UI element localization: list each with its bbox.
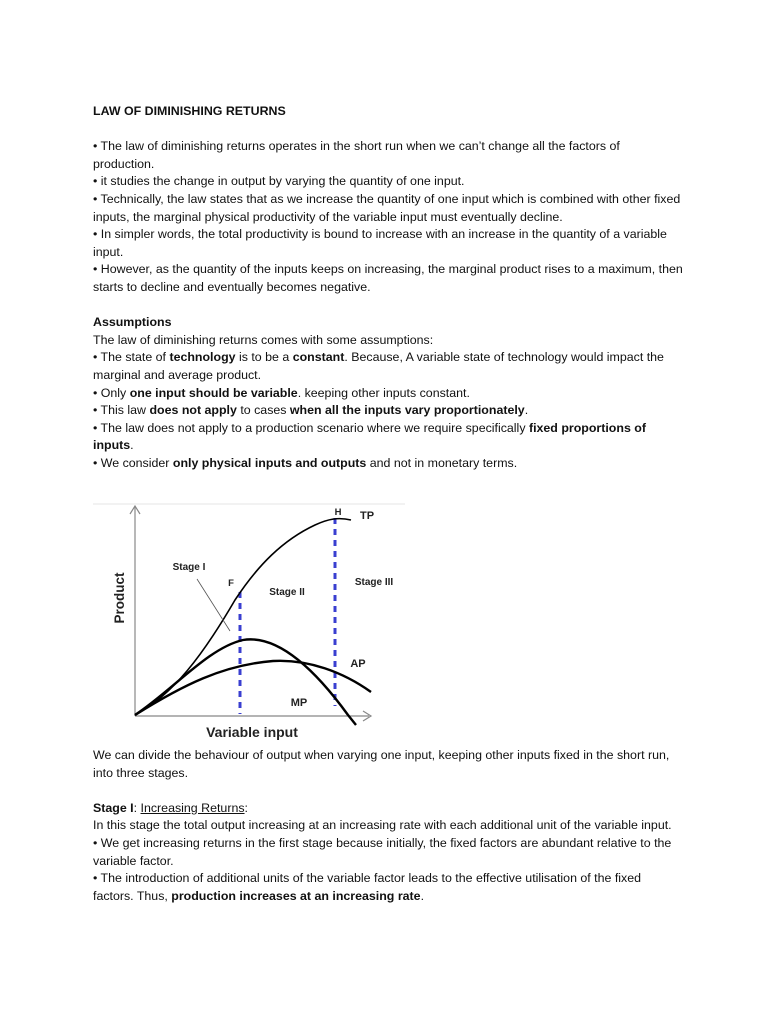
stage-i-pointer (197, 579, 230, 631)
stages-intro: We can divide the behaviour of output when varying one input, keeping other inputs fixed in the short run, into three stages. (93, 748, 670, 780)
production-stages-graph (93, 500, 405, 745)
assumption-fixed-proportions: • The law does not apply to a production scenario where we require specifically fixed proportions of inputs. (93, 420, 646, 453)
tp-curve (135, 519, 351, 715)
assumptions-heading: Assumptions (93, 315, 172, 330)
stage-i-description: In this stage the total output increasing at an increasing rate with each additional unit of the variable input. (93, 818, 672, 833)
document-title: LAW OF DIMINISHING RETURNS (93, 104, 286, 118)
ap-label: AP (350, 658, 366, 670)
intro-bullet-3: • Technically, the law states that as we increase the quantity of one input which is combined with other fixed inputs, the marginal physical productivity of the variable input must eventually decline. (93, 191, 681, 224)
point-h-label: H (334, 507, 342, 518)
x-axis-label: Variable input (206, 724, 298, 740)
section-stages (93, 747, 683, 905)
section-law (93, 103, 683, 472)
assumptions-lead: The law of diminishing returns comes with some assumptions: (93, 332, 434, 347)
assumption-physical: • We consider only physical inputs and outputs and not in monetary terms. (93, 455, 518, 470)
stage-ii-label: Stage II (269, 587, 305, 598)
point-f-label: F (228, 578, 234, 589)
intro-bullet-1: • The law of diminishing returns operates in the short run when we can’t change all the factors of production. (93, 139, 620, 171)
assumption-one-input: • Only one input should be variable. keeping other inputs constant. (93, 385, 470, 400)
mp-curve (135, 639, 356, 725)
tp-label: TP (359, 510, 375, 522)
intro-bullet-2: • it studies the change in output by varying the quantity of one input. (93, 174, 465, 189)
mp-label: MP (290, 697, 308, 709)
intro-bullet-5: • However, as the quantity of the inputs keeps on increasing, the marginal product rises to a maximum, then starts to decline and eventually becomes negative. (93, 262, 683, 294)
production-stages-figure (93, 500, 405, 745)
stage-i-label: Stage I (172, 562, 206, 573)
stage-i-bullet-2: • The introduction of additional units of the variable factor leads to the effective utilisation of the fixed factors. Thus, production increases at an increasing rate. (93, 871, 642, 903)
assumption-not-proportional: • This law does not apply to cases when all the inputs vary proportionately. (93, 403, 529, 418)
intro-bullet-4: • In simpler words, the total productivity is bound to increase with an increase in the quantity of a variable input. (93, 227, 667, 259)
stage-i-heading: Stage I: Increasing Returns: (93, 800, 248, 815)
assumption-technology: • The state of technology is to be a constant. Because, A variable state of technology would impact the marginal and average product. (93, 350, 664, 382)
stage-iii-label: Stage III (354, 577, 394, 588)
y-axis-label: Product (112, 572, 127, 624)
stage-i-bullet-1: • We get increasing returns in the first stage because initially, the fixed factors are abundant relative to the variable factor. (93, 835, 672, 868)
